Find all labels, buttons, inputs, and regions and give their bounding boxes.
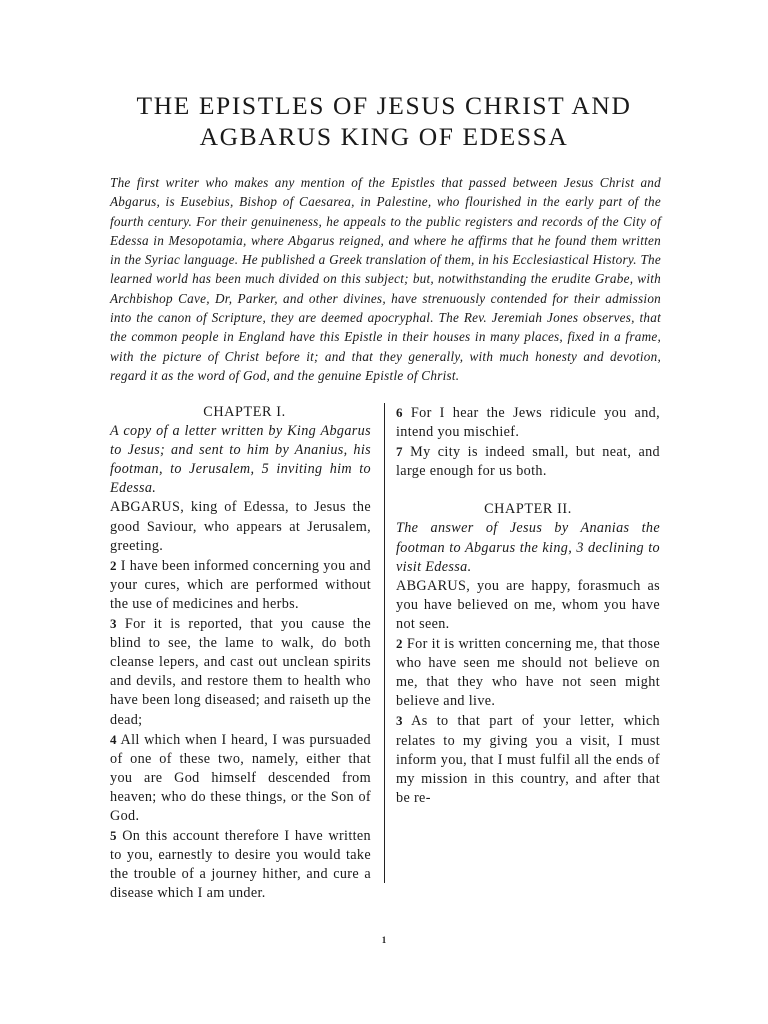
title-line-2: AGBARUS KING OF EDESSA bbox=[199, 122, 569, 151]
chapter-2-verse-1 bbox=[396, 577, 660, 634]
intro-paragraph: The first writer who makes any mention of the Epistles that passed between Jesus Christ and Abgarus, is Eusebius, Bishop of Caesarea, in Palestine, who flourished in the early part of the fourth century. For their genuineness, he appeals to the public registers and records of the City of Edessa in Mesopotamia, where Abgarus reigned, and where he affirms that he found them written in the Syriac language. He published a Greek translation of them, in his Ecclesiastical History. The learned world has been much divided on this subject; but, notwithstanding the erudite Grabe, with Archbishop Cave, Dr, Parker, and other divines, have strenuously contended for their admission into the canon of Scripture, they are deemed apocryphal. The Rev. Jeremiah Jones observes, that the common people in England have this Epistle in their houses in many places, fixed in a frame, with the picture of Christ before it; and that they generally, with much honesty and devotion, regard it as the word of God, and the genuine Epistle of Christ. bbox=[110, 175, 661, 383]
verse-number: 6 bbox=[396, 405, 403, 420]
verse-text: ABGARUS, you are happy, forasmuch as you have believed on me, whom you have not seen. bbox=[396, 577, 660, 632]
chapter-1-heading: CHAPTER I. bbox=[203, 404, 286, 420]
chapter-1-verse-7 bbox=[396, 442, 660, 481]
verse-text: My city is indeed small, but neat, and large enough for us both. bbox=[396, 444, 660, 480]
verse-number: 5 bbox=[110, 828, 117, 844]
page-title bbox=[60, 90, 708, 152]
chapter-1-verse-6 bbox=[396, 403, 660, 442]
verse-number: 2 bbox=[110, 557, 117, 573]
chapter-2-heading: CHAPTER II. bbox=[484, 501, 572, 518]
verse-text: ABGARUS, king of Edessa, to Jesus the good Saviour, who appears at Jerusalem, greeting. bbox=[110, 499, 371, 554]
verse-number: 3 bbox=[396, 713, 403, 729]
verse-number: 4 bbox=[110, 731, 117, 747]
chapter-1-verse-3 bbox=[110, 614, 371, 730]
chapter-1-verse-2 bbox=[110, 556, 371, 614]
page-number: 1 bbox=[381, 935, 387, 945]
verse-text: For it is reported, that you cause the blind to see, the lame to walk, do both cleanse lepers, and cast out unclean spirits and devils, and restore them to health who have been long diseased; and raiseth up the dead; bbox=[110, 616, 372, 728]
verse-text: All which when I heard, I was pursuaded of one of these two, namely, either that you are God himself descended from heaven; who do these things, or the Son of God. bbox=[110, 731, 371, 824]
right-column bbox=[396, 403, 660, 808]
verse-text: For it is written concerning me, that those who have seen me should not believe on me, that they who have not seen might believe and live. bbox=[396, 636, 660, 710]
chapter-1-verse-4 bbox=[110, 730, 371, 826]
chapter-1-summary: A copy of a letter written by King Abgarus to Jesus; and sent to him by Ananius, his footman, to Jerusalem, 5 inviting him to Edessa. bbox=[110, 423, 371, 497]
verse-number: 2 bbox=[396, 636, 403, 652]
title-line-1: THE EPISTLES OF JESUS CHRIST AND bbox=[136, 91, 632, 120]
left-column bbox=[110, 403, 371, 903]
verse-text: As to that part of your letter, which relates to my giving you a visit, I must inform you, that I must fulfil all the ends of my mission in this country, and after that be re- bbox=[396, 713, 661, 806]
chapter-1-verse-5 bbox=[110, 826, 371, 903]
verse-number: 3 bbox=[110, 616, 117, 632]
chapter-2-verse-3 bbox=[396, 711, 660, 807]
verse-text: I have been informed concerning you and your cures, which are performed without the use of medicines and herbs. bbox=[110, 557, 371, 612]
verse-text: For I hear the Jews ridicule you and, intend you mischief. bbox=[396, 405, 660, 441]
chapter-1-verse-1 bbox=[110, 498, 371, 555]
chapter-spacer bbox=[396, 481, 660, 500]
verse-text: On this account therefore I have written to you, earnestly to desire you would take the trouble of a journey hither, and cure a disease which I am under. bbox=[110, 828, 371, 902]
column-divider bbox=[384, 403, 385, 883]
chapter-2-summary: The answer of Jesus by Ananias the footman to Abgarus the king, 3 declining to visit Edessa. bbox=[396, 520, 660, 575]
verse-number: 7 bbox=[396, 444, 403, 460]
chapter-2-verse-2 bbox=[396, 634, 660, 711]
